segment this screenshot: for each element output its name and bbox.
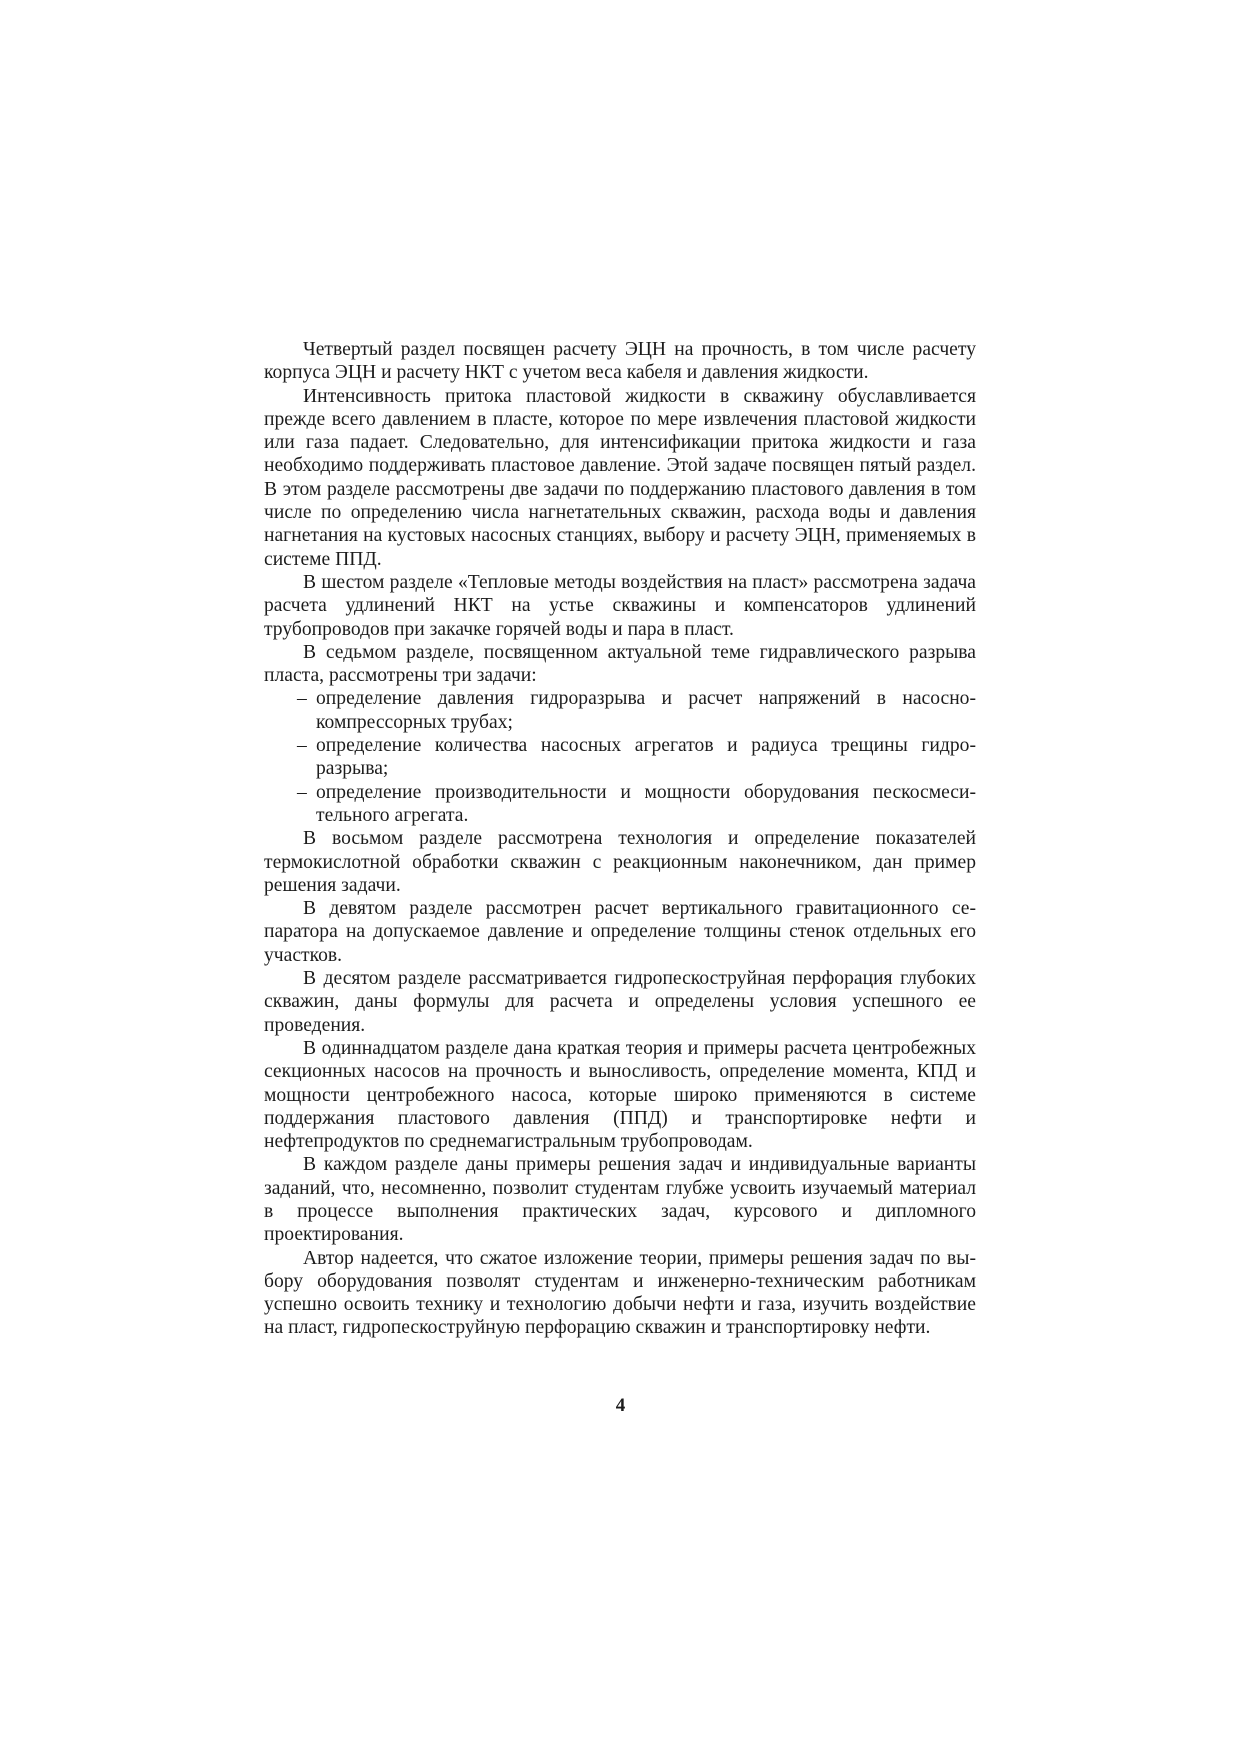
paragraph: В восьмом разделе рассмотрена технология и определение показателей термокислотной обработки скважин с реакционным наконечником, дан пример решения задачи. [264, 828, 976, 896]
paragraph: В седьмом разделе, посвященном актуальной теме гидравлического разрыва пласта, рассмотрены три задачи: [264, 641, 976, 687]
paragraph: В десятом разделе рассматривается гидропескоструйная перфорация глубоких скважин, даны формулы для расчета и определены условия успешного ее проведения. [264, 968, 976, 1036]
list-item-text: определение давления гидроразрыва и расчет напряжений в насосно-компрессорных трубах; [316, 688, 976, 733]
task-list [264, 687, 976, 827]
paragraph: В шестом разделе «Тепловые методы воздействия на пласт» рассмотрена задача расчета удлинений НКТ на устье скважины и компенсаторов удлинений трубопроводов при закачке горячей воды и пара в пласт. [264, 571, 976, 640]
page-number: 4 [615, 1395, 626, 1416]
paragraph: Четвертый раздел посвящен расчету ЭЦН на прочность, в том числе расчету корпуса ЭЦН и расчету НКТ с учетом веса кабеля и давления жидкости. [264, 339, 976, 384]
list-item [264, 687, 976, 734]
paragraph: В каждом разделе даны примеры решения задач и индивидуальные варианты заданий, что, несомненно, позволит студентам глубже усвоить изучаемый материал в процессе выполнения практических задач, курсового и дипломного проектирования. [264, 1154, 976, 1246]
paragraph: В одиннадцатом разделе дана краткая теория и примеры расчета центробежных секционных насосов на прочность и выносливость, определение момента, КПД и мощности центробежного насоса, которые широко применяются в системе поддержания пластового давления (ППД) и транспортировке нефти и нефтепродуктов по среднемагистральным трубопроводам. [264, 1037, 976, 1153]
list-item-text: определение производительности и мощности оборудования пескосмесительного агрегата. [316, 781, 976, 826]
list-item-text: определение количества насосных агрегатов и радиуса трещины гидроразрыва; [316, 735, 976, 780]
paragraph: Автор надеется, что сжатое изложение теории, примеры решения задач по выбору оборудования позволят студентам и инженерно-техническим работникам успешно освоить технику и технологию добычи нефти и газа, изучить воздействие на пласт, гидропескоструйную перфорацию скважин и транспортировку нефти. [264, 1247, 976, 1339]
list-dash-marker: – [297, 781, 307, 803]
paragraph: Интенсивность притока пластовой жидкости в скважину обуславливается прежде всего давлением в пласте, которое по мере извлечения пластовой жидкости или газа падает. Следовательно, для интенсификации притока жидкости и газа необходимо поддерживать пластовое давление. Этой задаче посвящен пятый раздел. В этом разделе рассмотрены две задачи по поддержанию пластового давления в том числе по определению числа нагнетательных скважин, расхода воды и давления нагнетания на кустовых насосных станциях, выбору и расчету ЭЦН, применяемых в системе ППД. [264, 385, 976, 570]
list-item [264, 734, 976, 781]
page-body [264, 338, 976, 1340]
list-dash-marker: – [297, 688, 307, 710]
list-dash-marker: – [297, 735, 307, 757]
paragraph: В девятом разделе рассмотрен расчет вертикального гравитационного сепаратора на допускаемое давление и определение толщины стенок отдельных его участков. [264, 898, 976, 966]
list-item [264, 781, 976, 828]
